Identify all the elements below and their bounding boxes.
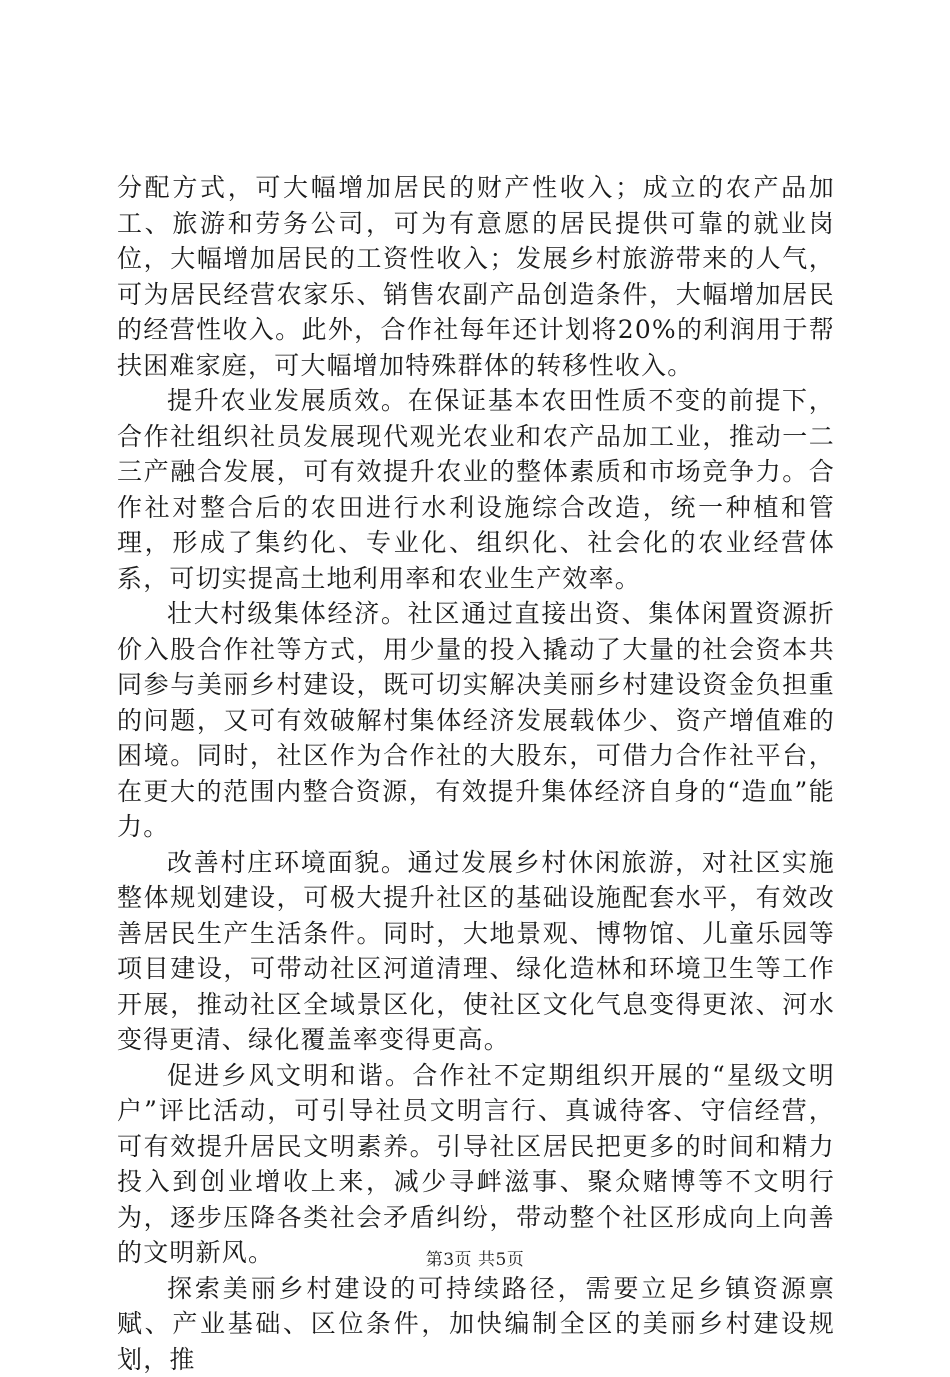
paragraph: 提升农业发展质效。在保证基本农田性质不变的前提下，合作社组织社员发展现代观光农业和农产品加工业，推动一二三产融合发展，可有效提升农业的整体素质和市场竞争力。合作社对整合后的农田进行水利设施综合改造，统一种植和管理，形成了集约化、专业化、组织化、社会化的农业经营体系，可切实提高土地利用率和农业生产效率。 (117, 383, 835, 596)
document-body (117, 170, 835, 1377)
paragraph: 探索美丽乡村建设的可持续路径，需要立足乡镇资源禀赋、产业基础、区位条件，加快编制全区的美丽乡村建设规划，推 (117, 1271, 835, 1377)
page-footer: 第3页 共5页 (0, 1245, 950, 1270)
paragraph: 改善村庄环境面貌。通过发展乡村休闲旅游，对社区实施整体规划建设，可极大提升社区的基础设施配套水平，有效改善居民生产生活条件。同时，大地景观、博物馆、儿童乐园等项目建设，可带动社区河道清理、绿化造林和环境卫生等工作开展，推动社区全域景区化，使社区文化气息变得更浓、河水变得更清、绿化覆盖率变得更高。 (117, 845, 835, 1058)
paragraph: 促进乡风文明和谐。合作社不定期组织开展的“星级文明户”评比活动，可引导社员文明言行、真诚待客、守信经营，可有效提升居民文明素养。引导社区居民把更多的时间和精力投入到创业增收上来，减少寻衅滋事、聚众赌博等不文明行为，逐步压降各类社会矛盾纠纷，带动整个社区形成向上向善的文明新风。 (117, 1058, 835, 1271)
paragraph: 壮大村级集体经济。社区通过直接出资、集体闲置资源折价入股合作社等方式，用少量的投入撬动了大量的社会资本共同参与美丽乡村建设，既可切实解决美丽乡村建设资金负担重的问题，又可有效破解村集体经济发展载体少、资产增值难的困境。同时，社区作为合作社的大股东，可借力合作社平台，在更大的范围内整合资源，有效提升集体经济自身的“造血”能力。 (117, 596, 835, 845)
paragraph: 分配方式，可大幅增加居民的财产性收入；成立的农产品加工、旅游和劳务公司，可为有意愿的居民提供可靠的就业岗位，大幅增加居民的工资性收入；发展乡村旅游带来的人气，可为居民经营农家乐、销售农副产品创造条件，大幅增加居民的经营性收入。此外，合作社每年还计划将20%的利润用于帮扶困难家庭，可大幅增加特殊群体的转移性收入。 (117, 170, 835, 383)
